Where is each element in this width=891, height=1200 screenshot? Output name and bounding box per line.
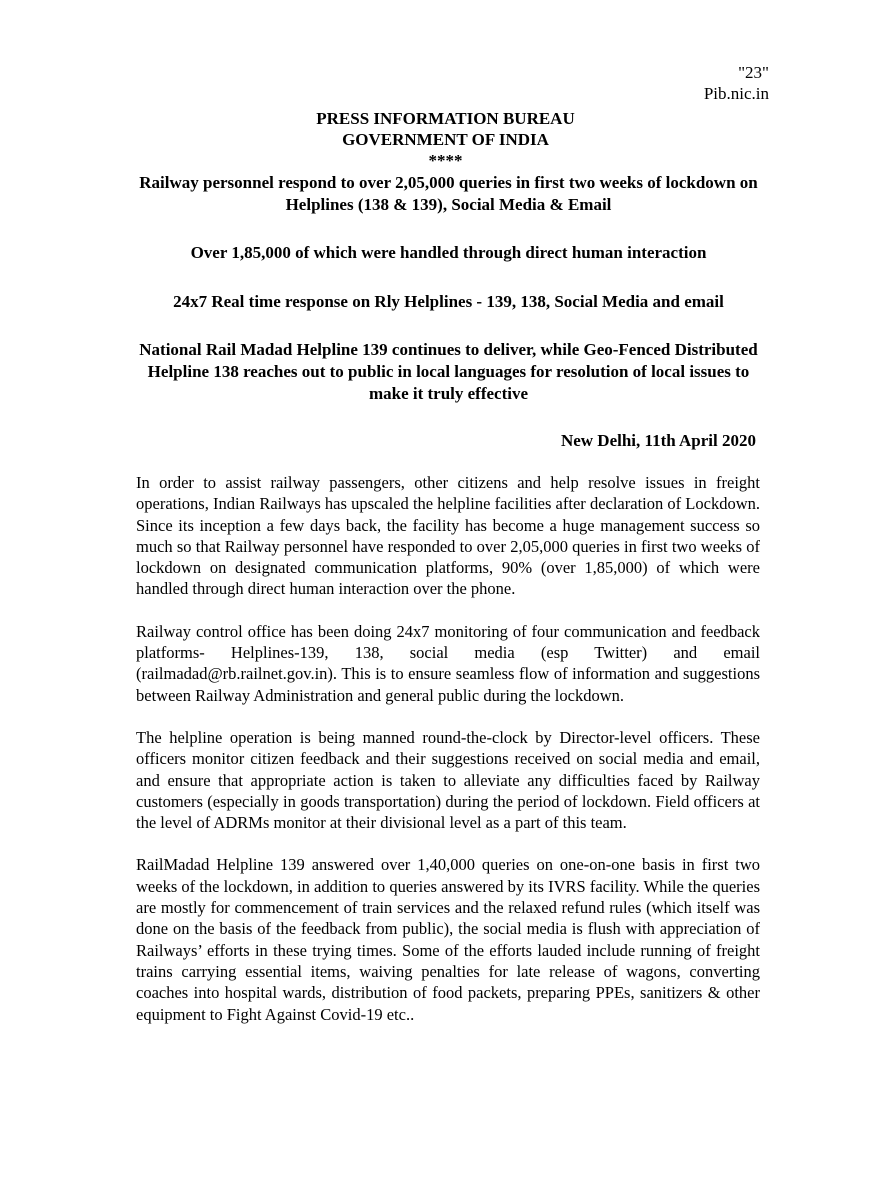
paragraph: Railway control office has been doing 24x7 monitoring of four communication and feedback platforms- Helplines-139, 138, social media (esp Twitter) and email (railmadad@rb.railnet.gov.in). This is to ensure seamless flow of information and suggestions between Railway Administration and general public during the lockdown.	[136, 621, 760, 705]
separator-stars: ****	[428, 151, 463, 170]
paragraph: In order to assist railway passengers, other citizens and help resolve issues in freight operations, Indian Railways has upscaled the helpline facilities after declaration of Lockdown. Since its inception a few days back, the facility has become a huge management success so much so that Railway personnel have responded to over 2,05,000 queries in first two weeks of lockdown on designated communication platforms, 90% (over 1,85,000) of which were handled through direct human interaction over the phone.	[136, 473, 760, 599]
press-header	[0, 108, 891, 171]
paragraph: RailMadad Helpline 139 answered over 1,40,000 queries on one-on-one basis in first two weeks of the lockdown, in addition to queries answered by its IVRS facility. While the queries are mostly for commencement of train services and the relaxed refund rules (which itself was done on the basis of the feedback from public), the social media is flush with appreciation of Railways’ efforts in these trying times. Some of the efforts lauded include running of freight trains carrying essential items, waiving penalties for late release of wagons, converting coaches into hospital wards, distribution of food packets, preparing PPEs, sanitizers & other equipment to Fight Against Covid-19 etc..	[136, 855, 760, 1024]
org-name: PRESS INFORMATION BUREAU	[316, 109, 575, 128]
article-body	[136, 472, 760, 1046]
headline-sub-3: National Rail Madad Helpline 139 continues to deliver, while Geo-Fenced Distributed Helpline 138 reaches out to public in local languages for resolution of local issues to make it truly effective	[139, 340, 758, 403]
headline-sub-2: 24x7 Real time response on Rly Helplines - 139, 138, Social Media and email	[173, 292, 724, 311]
paragraph: The helpline operation is being manned round-the-clock by Director-level officers. These officers monitor citizen feedback and their suggestions received on social media and email, and ensure that appropriate action is taken to alleviate any difficulties faced by Railway customers (especially in goods transportation) during the period of lockdown. Field officers at the level of ADRMs monitor at their divisional level as a part of this team.	[136, 727, 760, 833]
headline-main: Railway personnel respond to over 2,05,000 queries in first two weeks of lockdown on Helplines (138 & 139), Social Media & Email	[139, 173, 758, 214]
page-corner-info	[704, 62, 769, 104]
page-number: "23"	[738, 63, 769, 82]
site-url: Pib.nic.in	[703, 84, 769, 103]
government-name: GOVERNMENT OF INDIA	[342, 130, 549, 149]
headline-sub-1: Over 1,85,000 of which were handled through direct human interaction	[190, 243, 707, 262]
dateline: New Delhi, 11th April 2020	[560, 431, 756, 450]
